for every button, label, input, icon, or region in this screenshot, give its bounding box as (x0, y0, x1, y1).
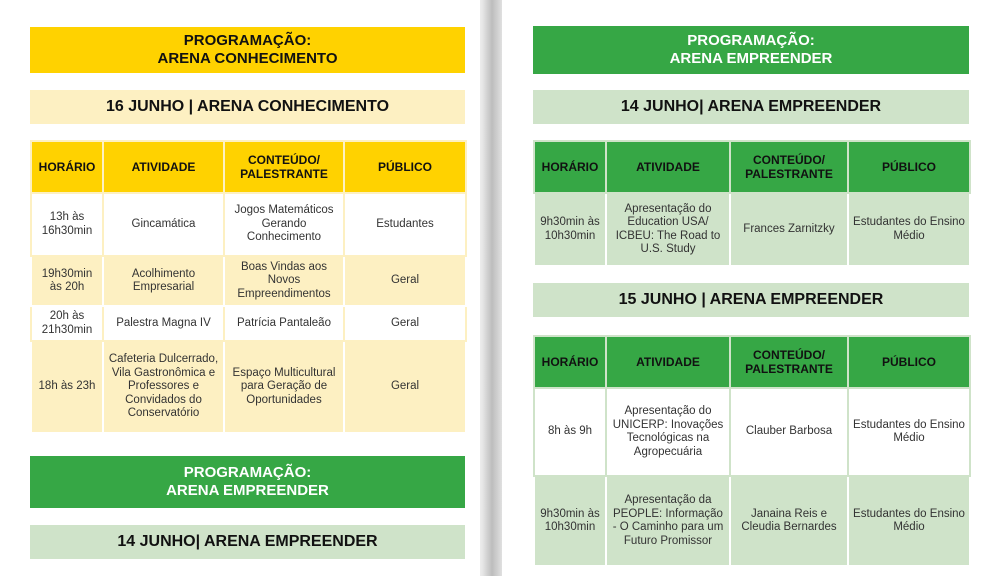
cell-atividade: Cafeteria Dulcerrado, Vila Gastronômica e Professores e Convidados do Conservatório (103, 341, 224, 433)
cell-horario: 8h às 9h (534, 388, 606, 476)
cell-publico: Geral (344, 256, 466, 306)
cell-publico: Geral (344, 341, 466, 433)
col-horario: HORÁRIO (31, 141, 103, 193)
banner-line-1: PROGRAMAÇÃO: (183, 32, 312, 49)
table-row (534, 476, 970, 566)
cell-horario: 9h30min às 10h30min (534, 193, 606, 266)
banner-line-1: PROGRAMAÇÃO: (687, 32, 815, 49)
schedule-table-conhecimento (30, 140, 467, 434)
cell-conteudo: Frances Zarnitzky (730, 193, 848, 266)
cell-horario: 20h às 21h30min (31, 306, 103, 341)
col-atividade: ATIVIDADE (103, 141, 224, 193)
banner-arena-conhecimento (30, 27, 465, 73)
col-conteudo: CONTEÚDO/ PALESTRANTE (730, 141, 848, 193)
col-horario: HORÁRIO (534, 141, 606, 193)
right-page (502, 0, 999, 576)
cell-atividade: Apresentação da PEOPLE: Informação - O Caminho para um Futuro Promissor (606, 476, 730, 566)
cell-atividade: Acolhimento Empresarial (103, 256, 224, 306)
banner-line-1: PROGRAMAÇÃO: (183, 464, 312, 481)
col-publico: PÚBLICO (848, 141, 970, 193)
table-row (534, 193, 970, 266)
cell-conteudo: Boas Vindas aos Novos Empreendimentos (224, 256, 344, 306)
banner-arena-empreender (533, 26, 969, 74)
day-heading-14-junho: 14 JUNHO| ARENA EMPREENDER (533, 90, 969, 124)
col-atividade: ATIVIDADE (606, 141, 730, 193)
cell-conteudo: Espaço Multicultural para Geração de Oportunidades (224, 341, 344, 433)
schedule-table-15-junho (533, 335, 971, 567)
col-publico: PÚBLICO (848, 336, 970, 388)
cell-horario: 13h às 16h30min (31, 193, 103, 256)
cell-conteudo: Clauber Barbosa (730, 388, 848, 476)
day-heading-15-junho: 15 JUNHO | ARENA EMPREENDER (533, 283, 969, 317)
table-row (31, 193, 466, 256)
col-atividade: ATIVIDADE (606, 336, 730, 388)
cell-conteudo: Patrícia Pantaleão (224, 306, 344, 341)
table-row (534, 388, 970, 476)
cell-horario: 9h30min às 10h30min (534, 476, 606, 566)
schedule-table-14-junho (533, 140, 971, 267)
col-horario: HORÁRIO (534, 336, 606, 388)
cell-atividade: Apresentação do Education USA/ ICBEU: The Road to U.S. Study (606, 193, 730, 266)
cell-publico: Estudantes do Ensino Médio (848, 193, 970, 266)
cell-publico: Geral (344, 306, 466, 341)
cell-publico: Estudantes (344, 193, 466, 256)
cell-atividade: Apresentação do UNICERP: Inovações Tecnológicas na Agropecuária (606, 388, 730, 476)
cell-conteudo: Janaina Reis e Cleudia Bernardes (730, 476, 848, 566)
day-heading-14-junho-left: 14 JUNHO| ARENA EMPREENDER (30, 525, 465, 559)
cell-conteudo: Jogos Matemáticos Gerando Conhecimento (224, 193, 344, 256)
table-header-row (31, 141, 466, 193)
cell-horario: 19h30min às 20h (31, 256, 103, 306)
table-header-row (534, 141, 970, 193)
table-row (31, 341, 466, 433)
left-page (0, 0, 480, 576)
banner-line-2: ARENA EMPREENDER (166, 482, 329, 499)
col-conteudo: CONTEÚDO/ PALESTRANTE (224, 141, 344, 193)
cell-atividade: Gincamática (103, 193, 224, 256)
cell-publico: Estudantes do Ensino Médio (848, 388, 970, 476)
cell-atividade: Palestra Magna IV (103, 306, 224, 341)
col-publico: PÚBLICO (344, 141, 466, 193)
table-row (31, 256, 466, 306)
table-row (31, 306, 466, 341)
cell-publico: Estudantes do Ensino Médio (848, 476, 970, 566)
cell-horario: 18h às 23h (31, 341, 103, 433)
day-heading-16-junho: 16 JUNHO | ARENA CONHECIMENTO (30, 90, 465, 124)
banner-arena-empreender-left (30, 456, 465, 508)
col-conteudo: CONTEÚDO/ PALESTRANTE (730, 336, 848, 388)
table-header-row (534, 336, 970, 388)
banner-line-2: ARENA EMPREENDER (669, 50, 833, 67)
banner-line-2: ARENA CONHECIMENTO (157, 50, 338, 67)
